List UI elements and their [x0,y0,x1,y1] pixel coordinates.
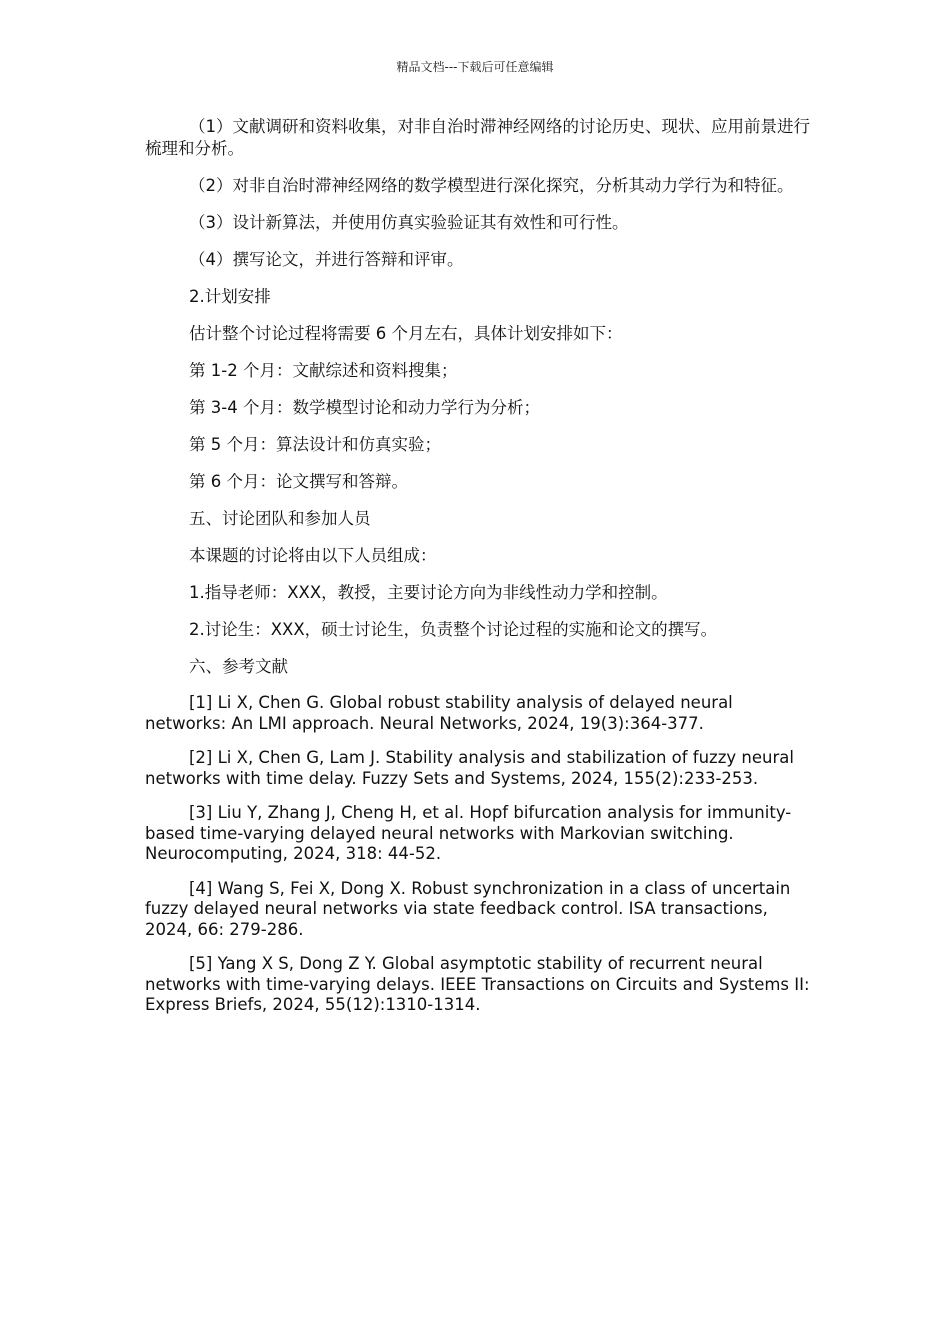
paragraph-task-3: （3）设计新算法，并使用仿真实验验证其有效性和可行性。 [189,213,629,232]
plan-item-1: 第 1-2 个月：文献综述和资料搜集； [189,361,458,380]
reference-item: [3] Liu Y, Zhang J, Cheng H, et al. Hopf bifurcation analysis for immunity-based time-varying delayed neural networks with Markovian switching. Neurocomputing, 2024, 318: 44-52. [145,803,792,863]
plan-item-3: 第 5 个月：算法设计和仿真实验； [189,435,441,454]
paragraph-plan-intro: 估计整个讨论过程将需要 6 个月左右，具体计划安排如下： [189,324,623,343]
team-member-student: 2.讨论生：XXX，硕士讨论生，负责整个讨论过程的实施和论文的撰写。 [189,620,718,639]
reference-item: [1] Li X, Chen G. Global robust stability analysis of delayed neural networks: An LMI approach. Neural Networks, 2024, 19(3):364-377. [145,693,733,733]
team-member-advisor: 1.指导老师：XXX，教授，主要讨论方向为非线性动力学和控制。 [189,583,668,602]
paragraph-task-2: （2）对非自治时滞神经网络的数学模型进行深化探究，分析其动力学行为和特征。 [189,176,794,195]
paragraph-task-1: （1）文献调研和资料收集，对非自治时滞神经网络的讨论历史、现状、应用前景进行梳理和分析。 [145,117,810,158]
section-heading-plan: 2.计划安排 [189,287,271,306]
plan-item-4: 第 6 个月：论文撰写和答辩。 [189,472,408,491]
paragraph-team-intro: 本课题的讨论将由以下人员组成： [189,546,437,565]
paragraph-task-4: （4）撰写论文，并进行答辩和评审。 [189,250,464,269]
reference-item: [5] Yang X S, Dong Z Y. Global asymptotic stability of recurrent neural networks with time-varying delays. IEEE Transactions on Circuits and Systems II: Express Briefs, 2024, 55(12):1310-1314. [145,954,810,1014]
page-header: 精品文档---下载后可任意编辑 [396,60,554,74]
document-body [145,116,810,1030]
section-heading-references: 六、参考文献 [189,657,288,676]
reference-item: [2] Li X, Chen G, Lam J. Stability analysis and stabilization of fuzzy neural networks with time delay. Fuzzy Sets and Systems, 2024, 155(2):233-253. [145,748,794,788]
plan-item-2: 第 3-4 个月：数学模型讨论和动力学行为分析； [189,398,540,417]
reference-item: [4] Wang S, Fei X, Dong X. Robust synchronization in a class of uncertain fuzzy delayed neural networks via state feedback control. ISA transactions, 2024, 66: 279-286. [145,878,791,939]
section-heading-team: 五、讨论团队和参加人员 [189,509,371,528]
